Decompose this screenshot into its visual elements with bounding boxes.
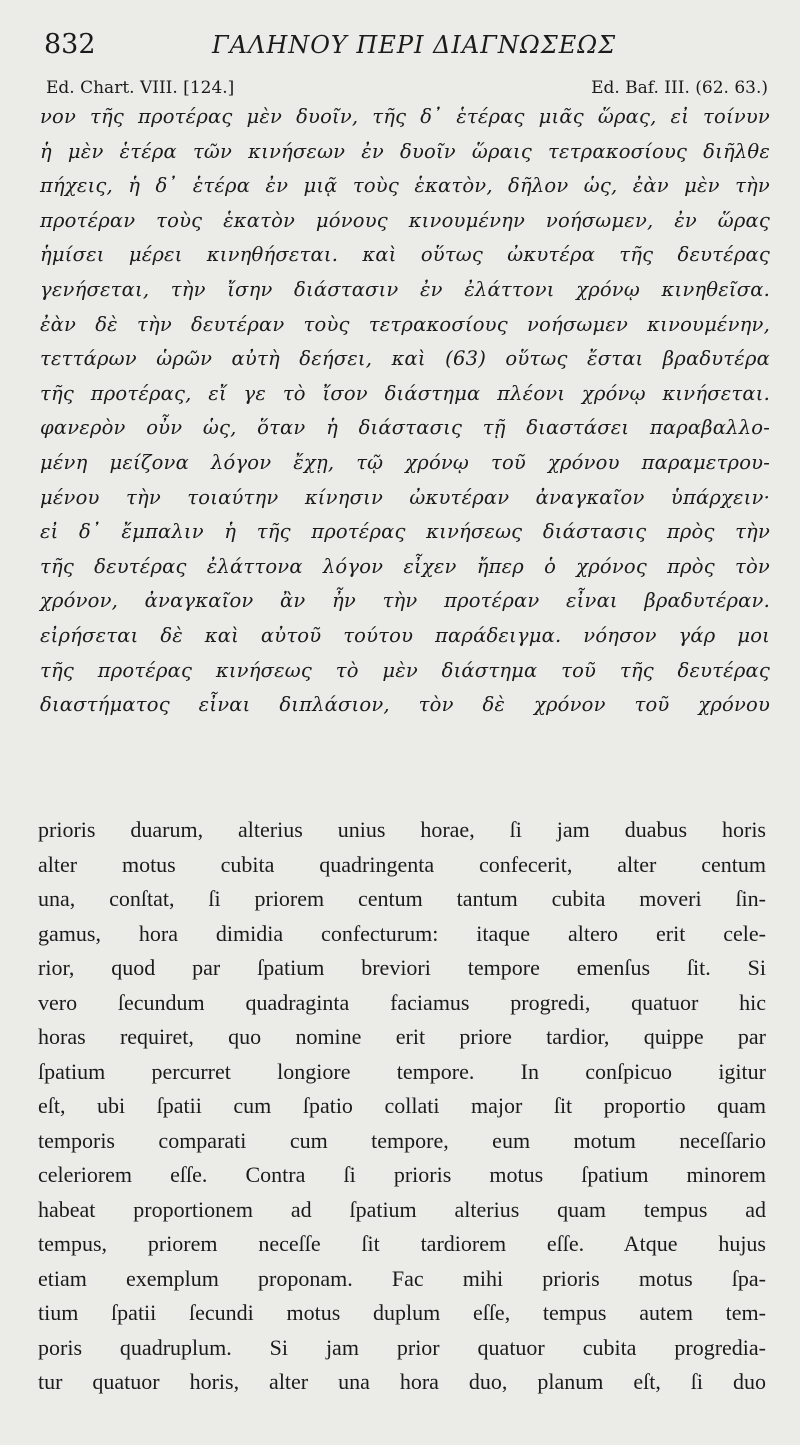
latin-text-line: ſpatium percurret longiore tempore. In conſpicuo igitur: [38, 1058, 766, 1084]
greek-text-line: μένου τὴν τοιαύτην κίνησιν ὠκυτέραν ἀναγκαῖον ὑπάρχειν·: [40, 485, 770, 509]
latin-text-line: una, conſtat, ſi priorem centum tantum cubita moveri ſin-: [38, 886, 766, 911]
greek-text-line: πήχεις, ἡ δ᾽ ἑτέρα ἐν μιᾷ τοὺς ἑκατὸν, δῆλον ὡς, ἐὰν μὲν τὴν: [40, 174, 770, 198]
greek-text-line: μένη μείζονα λόγον ἔχῃ, τῷ χρόνῳ τοῦ χρόνου παραμετρου-: [40, 450, 770, 474]
latin-text-line: tur quatuor horis, alter una hora duo, planum eſt, ſi duo: [38, 1369, 766, 1394]
greek-text-line: τεττάρων ὡρῶν αὐτὴ δεήσει, καὶ (63) οὕτως ἔσται βραδυτέρα: [40, 347, 770, 371]
latin-text-line: tempus, priorem neceſſe ſit tardiorem eſſe. Atque hujus: [38, 1231, 766, 1256]
latin-text-line: vero ſecundum quadraginta faciamus progredi, quatuor hic: [38, 989, 766, 1015]
greek-text-line: εἰ δ᾽ ἔμπαλιν ἡ τῆς προτέρας κινήσεως διάστασις πρὸς τὴν: [40, 520, 770, 544]
greek-text-line: ἡ μὲν ἑτέρα τῶν κινήσεων ἐν δυοῖν ὥραις τετρακοσίους διῆλθε: [40, 139, 770, 163]
latin-text-line: celeriorem eſſe. Contra ſi prioris motus ſpatium minorem: [38, 1162, 766, 1187]
latin-text-line: temporis comparati cum tempore, eum motum neceſſario: [38, 1127, 766, 1153]
latin-text-line: eſt, ubi ſpatii cum ſpatio collati major ſit proportio quam: [38, 1093, 766, 1118]
greek-text-line: τῆς προτέρας κινήσεως τὸ μὲν διάστημα τοῦ τῆς δευτέρας: [40, 658, 770, 682]
greek-text-line: τῆς δευτέρας ἐλάττονα λόγον εἶχεν ἤπερ ὁ χρόνος πρὸς τὸν: [40, 554, 770, 578]
greek-text-line: διαστήματος εἶναι διπλάσιον, τὸν δὲ χρόνον τοῦ χρόνου: [40, 693, 770, 717]
latin-text-line: rior, quod par ſpatium breviori tempore emenſus ſit. Si: [38, 955, 766, 980]
greek-text-line: τῆς προτέρας, εἴ γε τὸ ἴσον διάστημα πλέονι χρόνῳ κινήσεται.: [40, 381, 770, 405]
greek-text-block: [40, 100, 770, 723]
greek-text-line: χρόνον, ἀναγκαῖον ἂν ἦν τὴν προτέραν εἶναι βραδυτέραν.: [40, 589, 770, 613]
greek-text-line: ἐὰν δὲ τὴν δευτέραν τοὺς τετρακοσίους νοήσωμεν κινουμένην,: [40, 312, 770, 336]
edition-basel-reference: Ed. Baf. III. (62. 63.): [591, 78, 768, 98]
greek-text-line: νον τῆς προτέρας μὲν δυοῖν, τῆς δ᾽ ἑτέρας μιᾶς ὥρας, εἰ τοίνυν: [40, 105, 770, 128]
latin-text-line: tium ſpatii ſecundi motus duplum eſſe, tempus autem tem-: [38, 1300, 766, 1325]
page-number: 832: [44, 29, 96, 60]
latin-text-line: etiam exemplum proponam. Fac mihi prioris motus ſpa-: [38, 1265, 766, 1291]
edition-chartier-reference: Ed. Chart. VIII. [124.]: [46, 78, 235, 98]
latin-text-line: gamus, hora dimidia confecturum: itaque altero erit cele-: [38, 920, 766, 946]
latin-text-line: horas requiret, quo nomine erit priore tardior, quippe par: [38, 1024, 766, 1049]
greek-text-line: φανερὸν οὖν ὡς, ὅταν ἡ διάστασις τῇ διαστάσει παραβαλλο-: [40, 416, 770, 440]
latin-text-line: poris quadruplum. Si jam prior quatuor cubita progredia-: [38, 1334, 766, 1360]
latin-text-block: [38, 813, 766, 1400]
greek-text-line: ἡμίσει μέρει κινηθήσεται. καὶ οὕτως ὠκυτέρα τῆς δευτέρας: [40, 243, 770, 267]
page-header: [44, 28, 769, 68]
latin-text-line: prioris duarum, alterius unius horae, ſi jam duabus horis: [38, 817, 766, 842]
greek-text-line: προτέραν τοὺς ἑκατὸν μόνους κινουμένην νοήσωμεν, ἐν ὥρας: [40, 208, 770, 232]
greek-text-line: γενήσεται, τὴν ἴσην διάστασιν ἐν ἐλάττονι χρόνῳ κινηθεῖσα.: [40, 277, 770, 301]
latin-text-line: alter motus cubita quadringenta confecerit, alter centum: [38, 851, 766, 877]
running-title: ΓΑΛΗΝΟΥ ΠΕΡΙ ΔΙΑΓΝΩΣΕΩΣ: [212, 31, 617, 59]
edition-reference-line: [46, 76, 768, 102]
greek-text-line: εἰρήσεται δὲ καὶ αὐτοῦ τούτου παράδειγμα. νόησον γάρ μοι: [40, 623, 770, 647]
latin-text-line: habeat proportionem ad ſpatium alterius quam tempus ad: [38, 1196, 766, 1222]
